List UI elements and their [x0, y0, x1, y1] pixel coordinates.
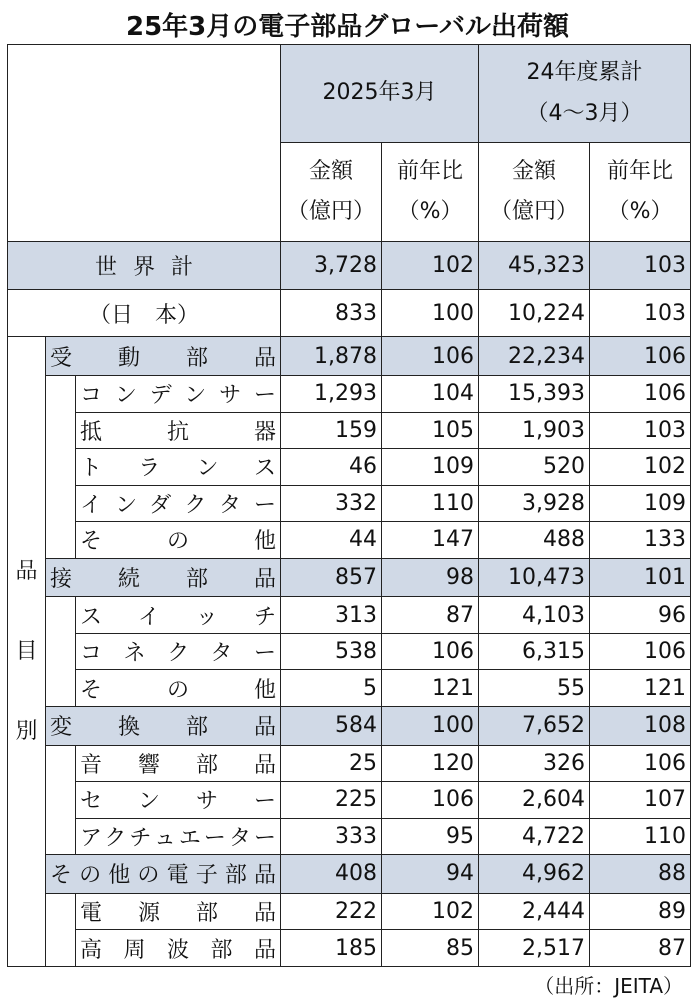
item-row — [8, 818, 691, 855]
item-label: センサー — [76, 782, 281, 819]
category-label: その他の電子部品 — [46, 855, 281, 894]
item-ratio-1: 104 — [382, 375, 479, 412]
item-ratio-1: 120 — [382, 745, 479, 782]
header-ratio-1 — [382, 143, 479, 241]
item-ratio-2: 107 — [590, 782, 691, 819]
category-row — [8, 706, 691, 745]
header-amount-1 — [281, 143, 382, 241]
item-value-1: 222 — [281, 893, 382, 930]
item-value-2: 4,722 — [479, 818, 590, 855]
item-ratio-2: 110 — [590, 818, 691, 855]
item-label: 電源部品 — [76, 893, 281, 930]
item-value-1: 25 — [281, 745, 382, 782]
side-label-char: 品 — [15, 558, 38, 584]
item-ratio-2: 102 — [590, 449, 691, 486]
item-ratio-2: 87 — [590, 930, 691, 967]
item-value-2: 2,604 — [479, 782, 590, 819]
item-label: アクチュエーター — [76, 818, 281, 855]
item-value-2: 4,103 — [479, 597, 590, 634]
item-ratio-1: 102 — [382, 893, 479, 930]
category-row — [8, 337, 691, 376]
header-ratio-label: 前年比 — [397, 158, 464, 184]
item-row — [8, 522, 691, 559]
item-ratio-1: 85 — [382, 930, 479, 967]
header-row-1 — [8, 45, 691, 143]
item-row — [8, 930, 691, 967]
header-amount-unit: （億円） — [490, 199, 579, 225]
indent-cell — [46, 597, 76, 707]
item-label: スイッチ — [76, 597, 281, 634]
header-ratio-label: 前年比 — [607, 158, 674, 184]
category-value-1: 857 — [281, 558, 382, 597]
category-ratio-1: 100 — [382, 706, 479, 745]
indent-cell — [46, 745, 76, 855]
item-ratio-2: 96 — [590, 597, 691, 634]
japan-ratio-1: 100 — [382, 289, 479, 337]
item-value-1: 225 — [281, 782, 382, 819]
world-total-row — [8, 241, 691, 289]
header-period-2 — [479, 45, 691, 143]
item-row — [8, 745, 691, 782]
indent-cell — [46, 893, 76, 966]
category-label: 接続部品 — [46, 558, 281, 597]
category-value-2: 22,234 — [479, 337, 590, 376]
item-ratio-2: 133 — [590, 522, 691, 559]
japan-value-1: 833 — [281, 289, 382, 337]
side-label-char: 目 — [15, 638, 38, 664]
item-ratio-1: 105 — [382, 412, 479, 449]
category-value-1: 584 — [281, 706, 382, 745]
world-ratio-1: 102 — [382, 241, 479, 289]
category-ratio-2: 106 — [590, 337, 691, 376]
item-value-1: 333 — [281, 818, 382, 855]
category-ratio-2: 88 — [590, 855, 691, 894]
header-amount-unit: （億円） — [287, 199, 376, 225]
item-value-1: 332 — [281, 485, 382, 522]
item-ratio-1: 87 — [382, 597, 479, 634]
source-note: （出所：JEITA） — [534, 974, 683, 998]
item-value-2: 520 — [479, 449, 590, 486]
side-label-char: 別 — [15, 718, 38, 744]
item-value-1: 46 — [281, 449, 382, 486]
header-amount-label: 金額 — [309, 158, 354, 184]
item-ratio-1: 95 — [382, 818, 479, 855]
indent-cell — [46, 375, 76, 558]
header-ratio-2 — [590, 143, 691, 241]
header-corner — [8, 45, 281, 242]
item-row — [8, 375, 691, 412]
item-ratio-2: 106 — [590, 745, 691, 782]
item-ratio-1: 147 — [382, 522, 479, 559]
side-label — [8, 337, 46, 967]
item-value-2: 2,444 — [479, 893, 590, 930]
item-row — [8, 782, 691, 819]
category-row — [8, 855, 691, 894]
item-row — [8, 485, 691, 522]
item-label: コンデンサー — [76, 375, 281, 412]
item-label: その他 — [76, 670, 281, 707]
category-value-1: 1,878 — [281, 337, 382, 376]
item-ratio-2: 106 — [590, 375, 691, 412]
category-ratio-1: 98 — [382, 558, 479, 597]
item-row — [8, 449, 691, 486]
category-ratio-1: 106 — [382, 337, 479, 376]
item-ratio-1: 109 — [382, 449, 479, 486]
item-value-2: 488 — [479, 522, 590, 559]
category-ratio-2: 101 — [590, 558, 691, 597]
item-label: コネクター — [76, 633, 281, 670]
category-value-1: 408 — [281, 855, 382, 894]
item-value-2: 6,315 — [479, 633, 590, 670]
item-value-1: 5 — [281, 670, 382, 707]
category-ratio-1: 94 — [382, 855, 479, 894]
item-label: 音響部品 — [76, 745, 281, 782]
category-value-2: 7,652 — [479, 706, 590, 745]
item-row — [8, 597, 691, 634]
item-label: 抵抗器 — [76, 412, 281, 449]
japan-label: （日 本） — [8, 289, 281, 337]
item-value-1: 185 — [281, 930, 382, 967]
world-ratio-2: 103 — [590, 241, 691, 289]
item-value-2: 326 — [479, 745, 590, 782]
item-ratio-2: 103 — [590, 412, 691, 449]
item-value-1: 313 — [281, 597, 382, 634]
item-row — [8, 670, 691, 707]
item-value-2: 55 — [479, 670, 590, 707]
item-row — [8, 633, 691, 670]
item-value-2: 15,393 — [479, 375, 590, 412]
table-title: 25年3月の電子部品グローバル出荷額 — [126, 12, 569, 42]
item-ratio-2: 121 — [590, 670, 691, 707]
item-ratio-2: 106 — [590, 633, 691, 670]
category-ratio-2: 108 — [590, 706, 691, 745]
item-label: その他 — [76, 522, 281, 559]
shipment-table — [7, 44, 691, 967]
item-value-2: 3,928 — [479, 485, 590, 522]
header-ratio-unit: （%） — [607, 199, 673, 225]
item-row — [8, 893, 691, 930]
category-value-2: 10,473 — [479, 558, 590, 597]
world-value-2: 45,323 — [479, 241, 590, 289]
header-amount-label: 金額 — [512, 158, 557, 184]
item-ratio-1: 121 — [382, 670, 479, 707]
header-period-2-line2: （4～3月） — [526, 100, 643, 126]
japan-value-2: 10,224 — [479, 289, 590, 337]
item-value-1: 1,293 — [281, 375, 382, 412]
item-label: インダクター — [76, 485, 281, 522]
item-value-1: 538 — [281, 633, 382, 670]
item-ratio-1: 110 — [382, 485, 479, 522]
category-row — [8, 558, 691, 597]
item-ratio-1: 106 — [382, 782, 479, 819]
item-label: トランス — [76, 449, 281, 486]
japan-ratio-2: 103 — [590, 289, 691, 337]
world-total-label: 世界計 — [8, 241, 281, 289]
item-value-2: 2,517 — [479, 930, 590, 967]
header-period-1: 2025年3月 — [281, 45, 479, 143]
japan-row — [8, 289, 691, 337]
header-amount-2 — [479, 143, 590, 241]
header-period-2-line1: 24年度累計 — [526, 60, 643, 86]
category-label: 変換部品 — [46, 706, 281, 745]
world-value-1: 3,728 — [281, 241, 382, 289]
item-ratio-2: 109 — [590, 485, 691, 522]
category-value-2: 4,962 — [479, 855, 590, 894]
item-value-2: 1,903 — [479, 412, 590, 449]
category-label: 受動部品 — [46, 337, 281, 376]
item-ratio-1: 106 — [382, 633, 479, 670]
item-label: 高周波部品 — [76, 930, 281, 967]
item-ratio-2: 89 — [590, 893, 691, 930]
item-value-1: 159 — [281, 412, 382, 449]
header-ratio-unit: （%） — [397, 199, 463, 225]
item-row — [8, 412, 691, 449]
item-value-1: 44 — [281, 522, 382, 559]
